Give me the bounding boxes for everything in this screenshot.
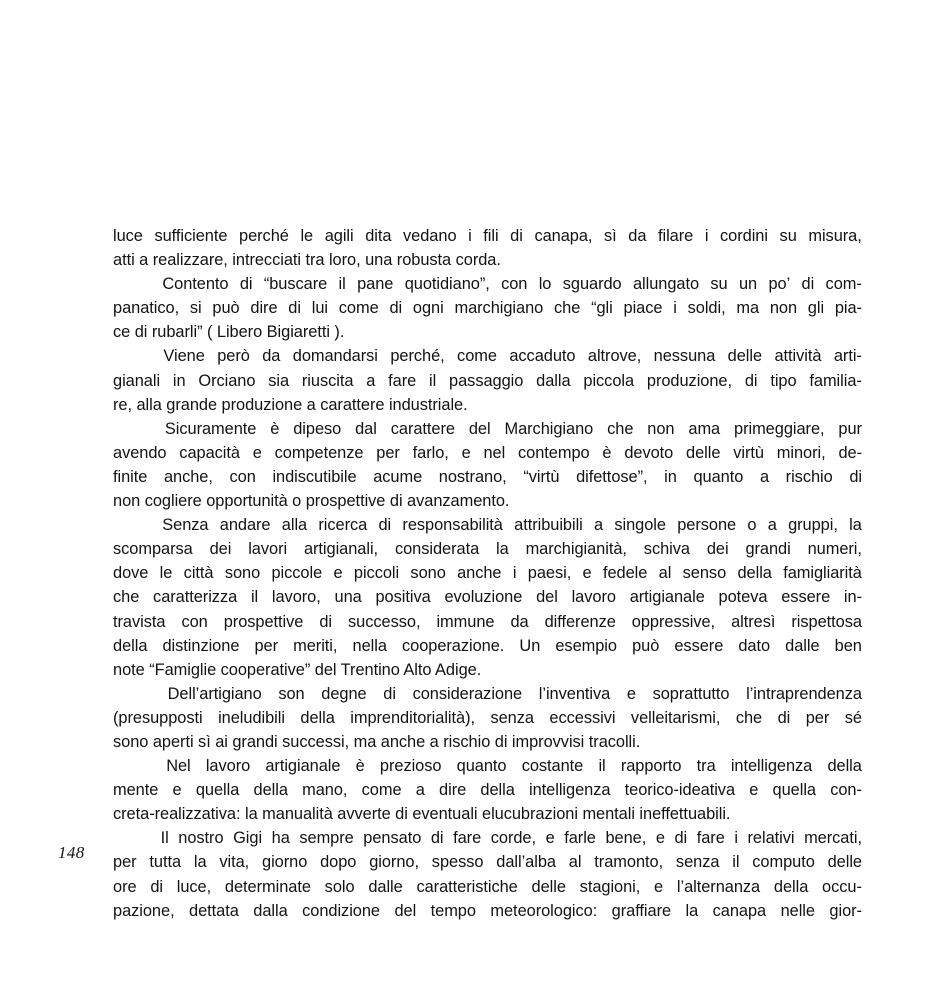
text-line: Il nostro Gigi ha sempre pensato di fare corde, e farle bene, e di fare i relativi mercati,	[113, 826, 862, 850]
text-line: note “Famiglie cooperative” del Trentino Alto Adige.	[113, 660, 482, 679]
text-line: creta-realizzativa: la manualità avverte di eventuali elucubrazioni mentali ineffettuabili.	[113, 805, 731, 824]
text-line: panatico, si può dire di lui come di ogni marchigiano che “gli piace i soldi, ma non gli pia-	[113, 299, 862, 318]
paragraph	[113, 826, 862, 922]
text-line: Contento di “buscare il pane quotidiano”, con lo sguardo allungato su un po’ di com-	[113, 272, 862, 296]
text-line: travista con prospettive di successo, immune da differenze oppressive, altresì rispettosa	[113, 612, 862, 631]
text-line: avendo capacità e competenze per farlo, e nel contempo è devoto delle virtù minori, de-	[113, 443, 862, 462]
paragraph	[113, 513, 862, 682]
text-line: che caratterizza il lavoro, una positiva evoluzione del lavoro artigianale poteva essere in-	[113, 588, 862, 607]
text-line: mente e quella della mano, come a dire della intelligenza teorico-ideativa e quella con-	[113, 781, 862, 800]
body-text-column	[113, 224, 862, 923]
paragraph-indent	[113, 417, 151, 441]
text-line: luce sufficiente perché le agili dita vedano i fili di canapa, sì da filare i cordini su misura,	[113, 227, 862, 245]
text-line: Sicuramente è dipeso dal carattere del Marchigiano che non ama primeggiare, pur	[113, 417, 862, 441]
text-line: sono aperti sì ai grandi successi, ma anche a rischio di improvvisi tracolli.	[113, 732, 641, 751]
text-line: non cogliere opportunità o prospettive di avanzamento.	[113, 492, 510, 511]
paragraph-indent	[113, 344, 151, 368]
paragraph	[113, 417, 862, 513]
text-line: per tutta la vita, giorno dopo giorno, spesso dall’alba al tramonto, senza il computo delle	[113, 853, 862, 872]
paragraph	[113, 754, 862, 826]
text-line: re, alla grande produzione a carattere industriale.	[113, 395, 468, 414]
paragraph	[113, 272, 862, 344]
text-line: (presupposti ineludibili della imprenditorialità), senza eccessivi velleitarismi, che di per sé	[113, 708, 862, 727]
text-line: dove le città sono piccole e piccoli sono anche i paesi, e fedele al senso della famigliarità	[113, 564, 862, 583]
text-line: ore di luce, determinate solo dalle caratteristiche delle stagioni, e l’alternanza della occu-	[113, 877, 862, 896]
text-line: Dell’artigiano son degne di considerazione l’inventiva e soprattutto l’intraprendenza	[113, 682, 862, 706]
paragraph-indent	[113, 754, 151, 778]
text-line: atti a realizzare, intrecciati tra loro, una robusta corda.	[113, 251, 501, 270]
paragraph-indent	[113, 826, 151, 850]
text-line: pazione, dettata dalla condizione del tempo meteorologico: graffiare la canapa nelle gior-	[113, 901, 862, 920]
page-number: 148	[58, 843, 85, 862]
paragraph	[113, 344, 862, 416]
text-line: scomparsa dei lavori artigianali, considerata la marchigianità, schiva dei grandi numeri,	[113, 540, 862, 559]
paragraph-indent	[113, 682, 151, 706]
paragraph	[113, 682, 862, 754]
paragraph	[113, 224, 862, 272]
text-line: Senza andare alla ricerca di responsabilità attribuibili a singole persone o a gruppi, la	[113, 513, 862, 537]
text-line: ce di rubarli” ( Libero Bigiaretti ).	[113, 323, 345, 342]
text-line: Nel lavoro artigianale è prezioso quanto costante il rapporto tra intelligenza della	[113, 754, 862, 778]
text-line: Viene però da domandarsi perché, come accaduto altrove, nessuna delle attività arti-	[113, 344, 862, 368]
text-line: finite anche, con indiscutibile acume nostrano, “virtù difettose”, in quanto a rischio di	[113, 467, 862, 486]
paragraph-indent	[113, 513, 151, 537]
paragraph-indent	[113, 272, 151, 296]
text-line: della distinzione per meriti, nella cooperazione. Un esempio può essere dato dalle ben	[113, 636, 862, 655]
text-line: gianali in Orciano sia riuscita a fare il passaggio dalla piccola produzione, di tipo familia-	[113, 371, 862, 390]
